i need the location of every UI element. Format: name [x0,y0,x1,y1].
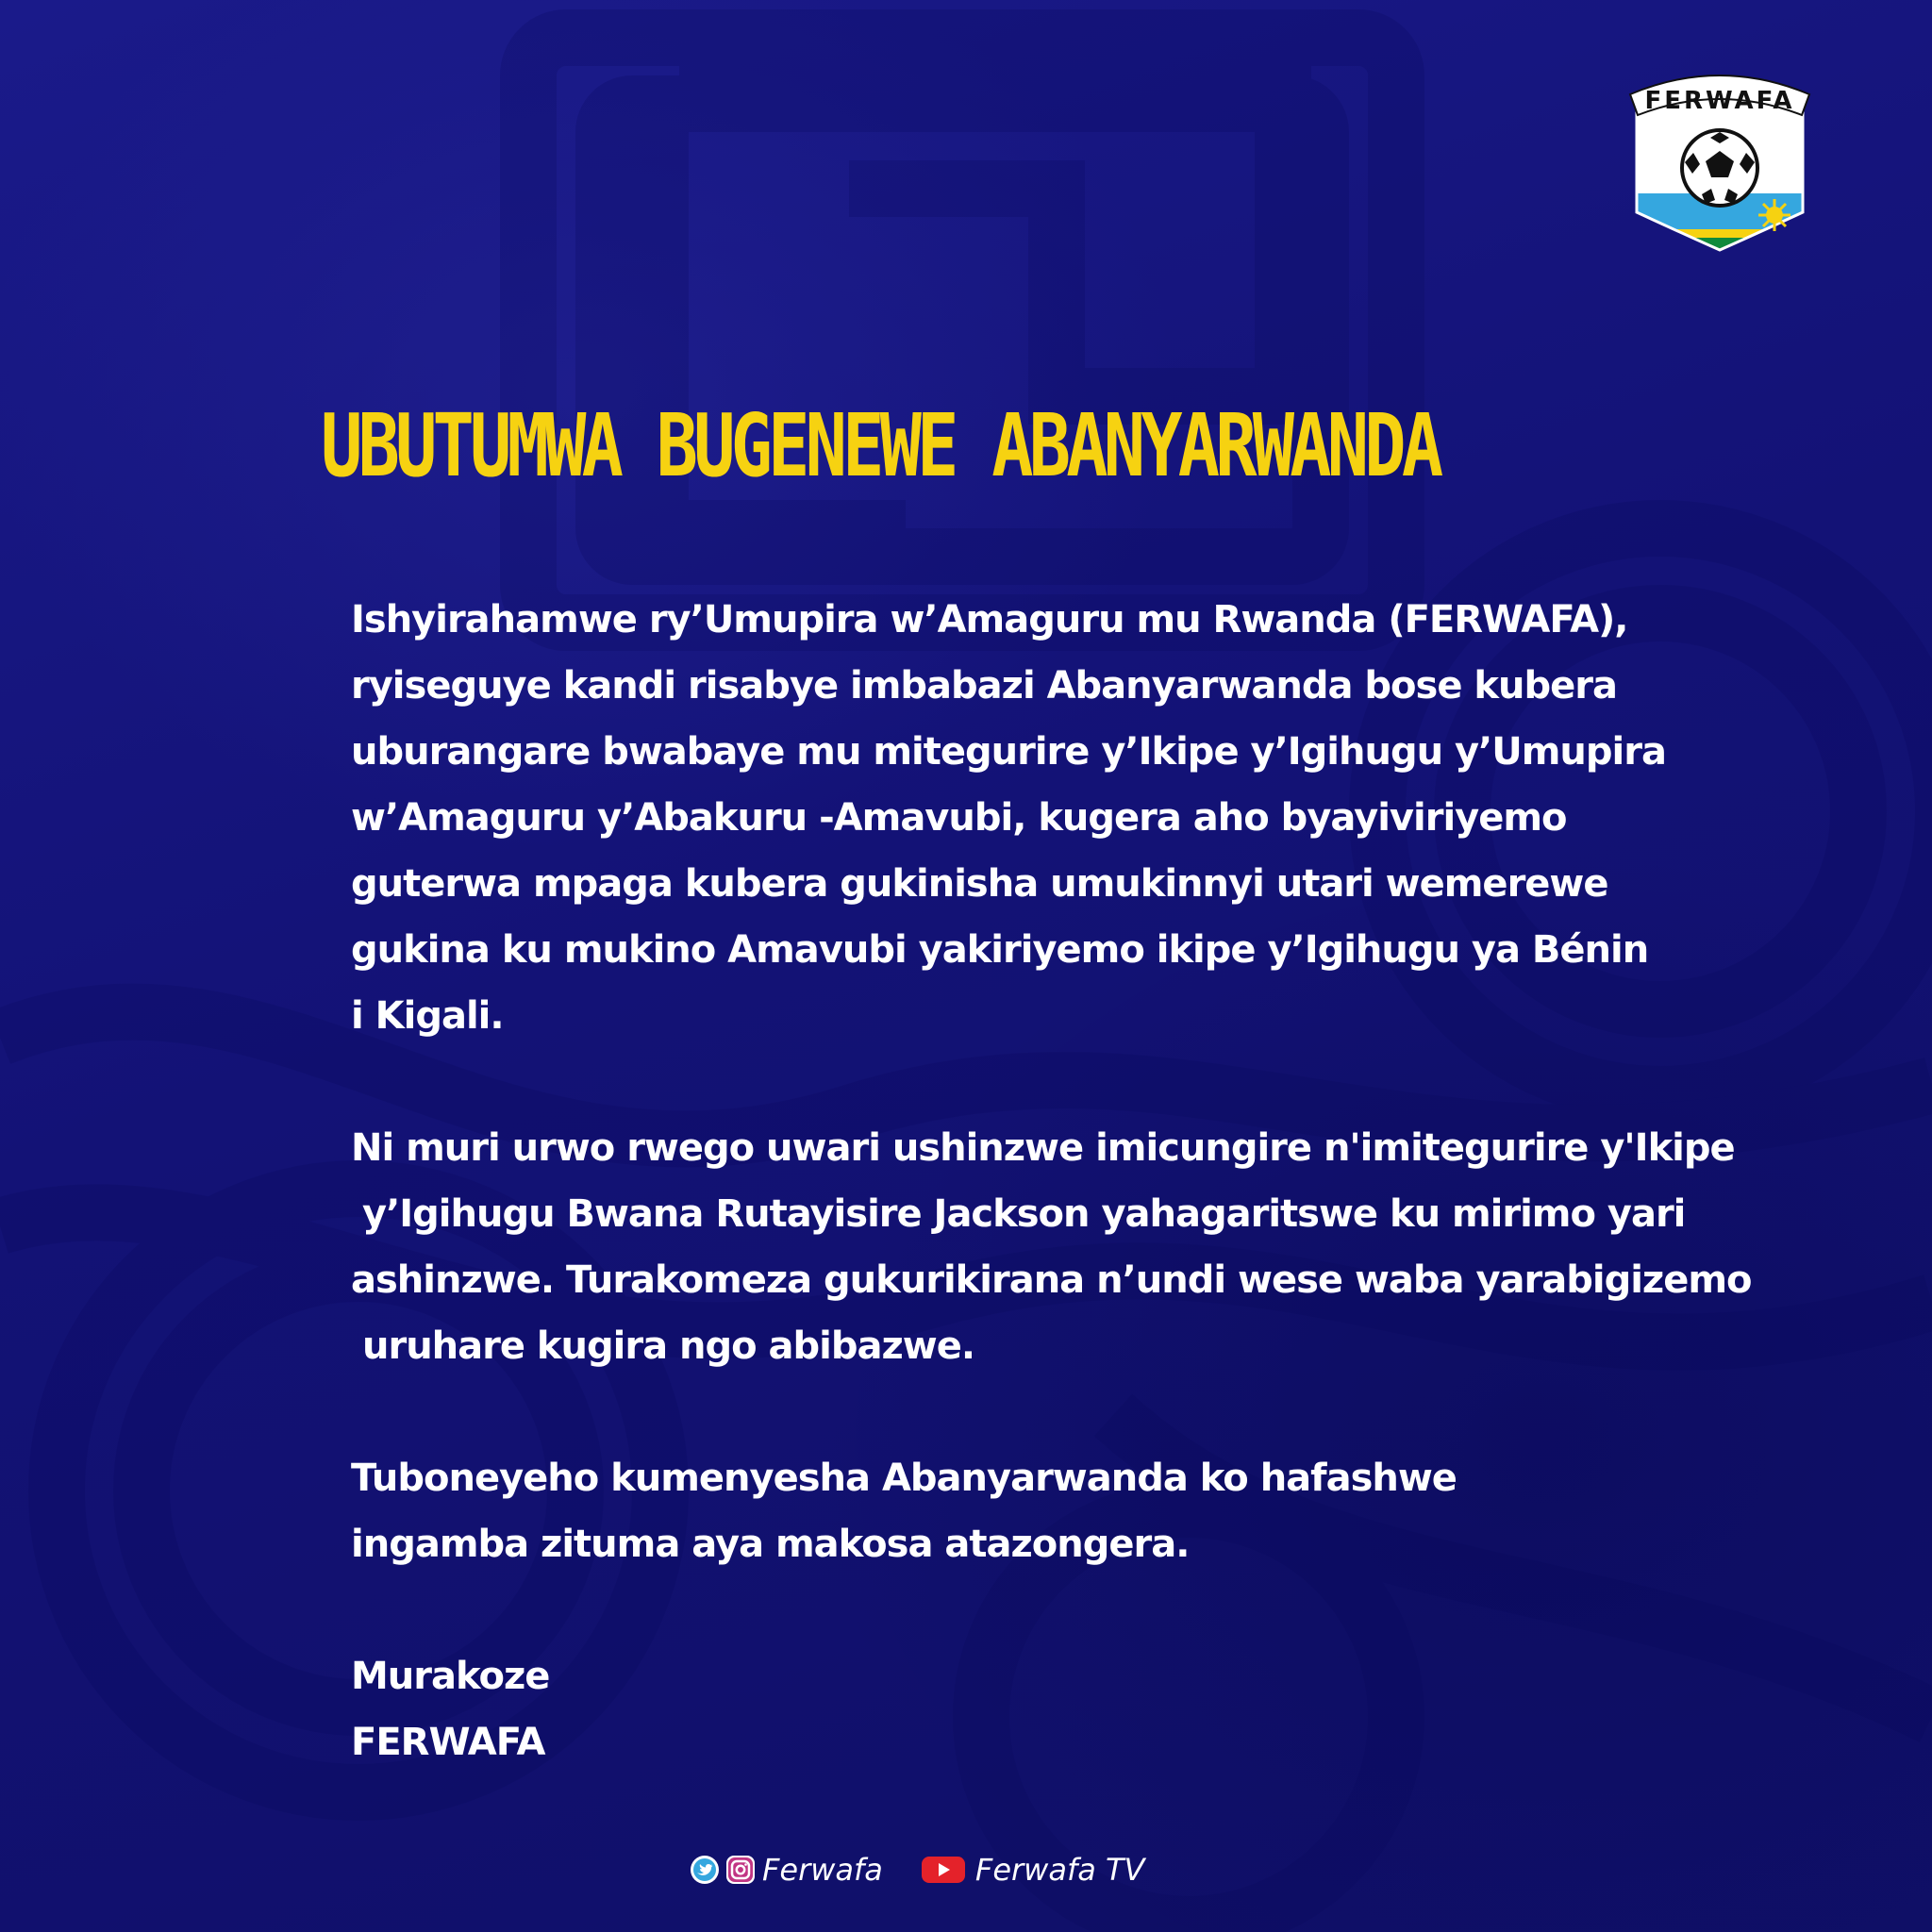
sun-icon [1758,199,1790,231]
text-line: i Kigali. [351,994,504,1038]
text-line: Tuboneyeho kumenyesha Abanyarwanda ko hafashwe [351,1457,1457,1500]
twitter-icon[interactable] [689,1854,721,1886]
paragraph-2 [351,1115,1752,1379]
text-line: uburangare bwabaye mu mitegurire y’Ikipe y’Igihugu y’Umupira [351,730,1666,774]
page-title: UBUTUMWA BUGENEWE ABANYARWANDA [321,395,1440,496]
text-line: Ishyirahamwe ry’Umupira w’Amaguru mu Rwanda (FERWAFA), [351,598,1628,641]
social-footer [689,1849,1144,1890]
paragraph-3 [351,1445,1738,1577]
text-line: y’Igihugu Bwana Rutayisire Jackson yahagaritswe ku mirimo yari [362,1192,1686,1236]
text-line: Ni muri urwo rwego uwari ushinzwe imicungire n'imitegurire y'Ikipe [351,1126,1735,1170]
text-line: ashinzwe. Turakomeza gukurikirana n’undi wese waba yarabigizemo [351,1258,1752,1302]
signoff [351,1643,1738,1775]
football-icon [1682,130,1757,206]
text-line: uruhare kugira ngo abibazwe. [362,1324,975,1368]
ferwafa-logo [1621,57,1819,255]
youtube-icon[interactable] [921,1854,966,1886]
text-line: ryiseguye kandi risabye imbabazi Abanyarwanda bose kubera [351,664,1617,708]
signature-org: FERWAFA [351,1721,545,1764]
announcement-body [351,587,1752,1775]
closing-text: Murakoze [351,1655,550,1698]
logo-wordmark: FERWAFA [1644,87,1795,115]
text-line: guterwa mpaga kubera gukinisha umukinnyi utari wemerewe [351,862,1608,906]
text-line: w’Amaguru y’Abakuru -Amavubi, kugera aho byayiviriyemo [351,796,1567,840]
text-line: gukina ku mukino Amavubi yakiriyemo ikipe y’Igihugu ya Bénin [351,928,1649,972]
instagram-icon[interactable] [724,1854,757,1886]
paragraph-1 [351,587,1738,1049]
youtube-channel[interactable]: Ferwafa TV [974,1852,1145,1888]
text-line: ingamba zituma aya makosa atazongera. [351,1523,1190,1566]
social-handle[interactable]: Ferwafa [762,1852,883,1888]
